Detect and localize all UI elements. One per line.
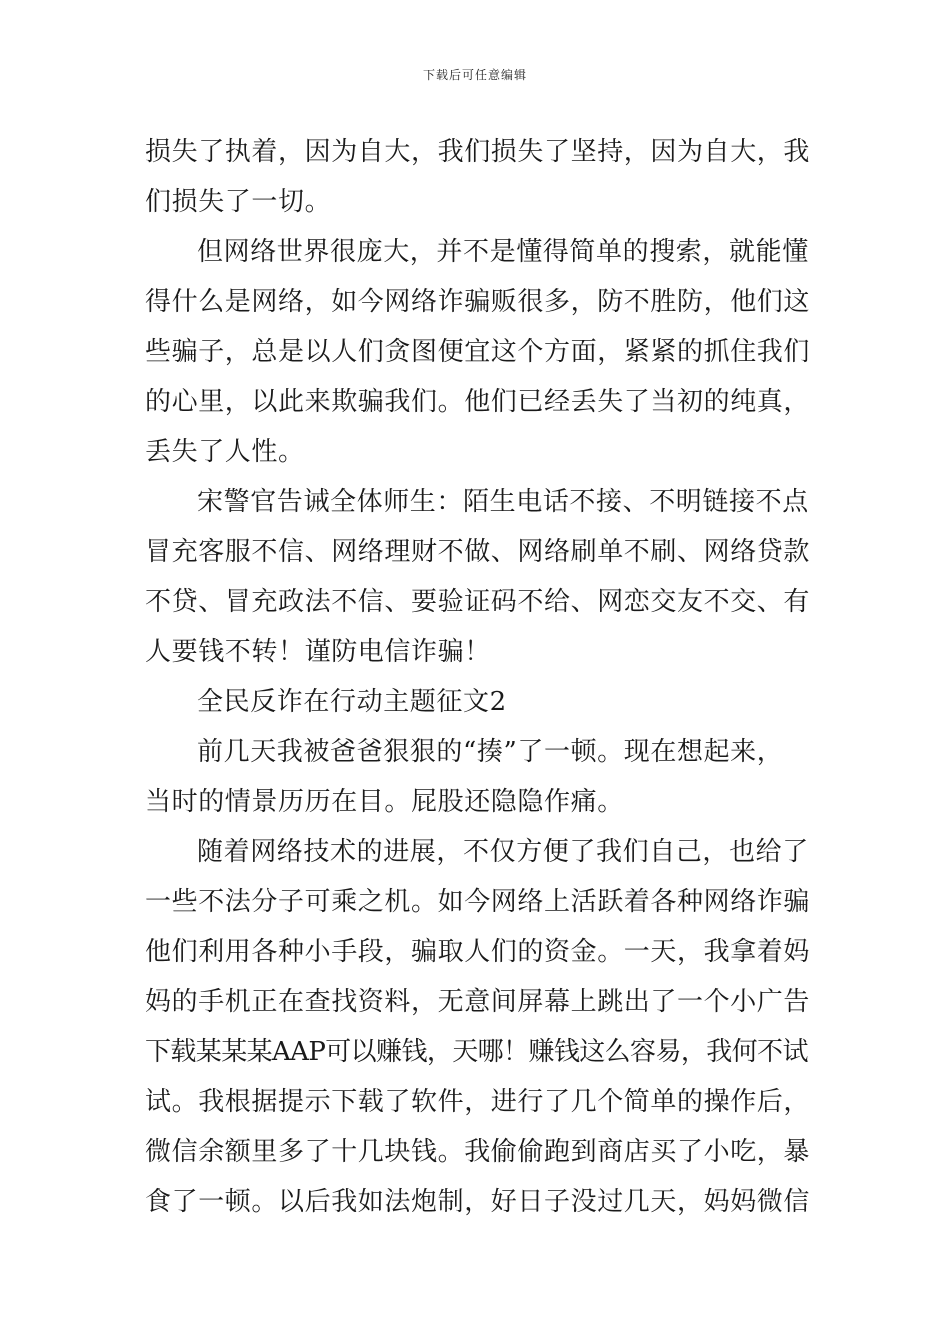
text-line: 冒充客服不信、网络理财不做、网络刷单不刷、网络贷款	[145, 537, 811, 567]
text-line: 不贷、冒充政法不信、要验证码不给、网恋交友不交、有	[145, 587, 811, 617]
text-line: 丢失了人性。	[145, 437, 305, 467]
section-title: 全民反诈在行动主题征文2	[197, 687, 507, 717]
text-line: 试。我根据提示下载了软件，进行了几个简单的操作后，	[145, 1087, 811, 1117]
text-line: 得什么是网络，如今网络诈骗贩很多，防不胜防，他们这	[145, 287, 811, 317]
text-line: 人要钱不转！谨防电信诈骗！	[145, 637, 491, 667]
document-body	[145, 127, 810, 1227]
text-line: 一些不法分子可乘之机。如今网络上活跃着各种网络诈骗	[145, 887, 811, 917]
paragraph-start-line: 但网络世界很庞大，并不是懂得简单的搜索，就能懂	[197, 237, 809, 267]
page-header: 下载后可任意编辑	[422, 68, 527, 82]
text-line: 当时的情景历历在目。屁股还隐隐作痛。	[145, 787, 624, 817]
text-line: 微信余额里多了十几块钱。我偷偷跑到商店买了小吃，暴	[145, 1137, 811, 1167]
text-line: 的心里，以此来欺骗我们。他们已经丢失了当初的纯真，	[145, 387, 811, 417]
text-line: 们损失了一切。	[145, 187, 332, 217]
text-line: 损失了执着，因为自大，我们损失了坚持，因为自大，我	[145, 137, 811, 167]
paragraph-start-line: 前几天我被爸爸狠狠的“揍”了一顿。现在想起来，	[197, 737, 784, 767]
paragraph-start-line: 随着网络技术的进展，不仅方便了我们自己，也给了	[197, 837, 809, 867]
text-line: 下载某某某AAP可以赚钱，天哪！赚钱这么容易，我何不试	[145, 1037, 808, 1067]
text-line: 食了一顿。以后我如法炮制，好日子没过几天，妈妈微信	[145, 1187, 811, 1217]
text-line: 他们利用各种小手段，骗取人们的资金。一天，我拿着妈	[145, 937, 811, 967]
text-line: 些骗子，总是以人们贪图便宜这个方面，紧紧的抓住我们	[145, 337, 811, 367]
text-line: 妈的手机正在查找资料，无意间屏幕上跳出了一个小广告	[145, 987, 811, 1017]
paragraph-start-line: 宋警官告诫全体师生：陌生电话不接、不明链接不点	[197, 487, 809, 517]
